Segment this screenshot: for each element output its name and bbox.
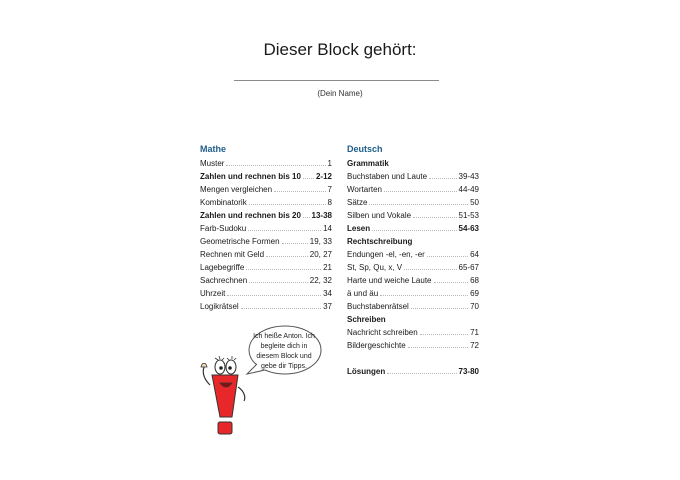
toc-dot-leader — [411, 308, 468, 309]
toc-dot-leader — [282, 243, 308, 244]
toc-entry-page: 73-80 — [458, 367, 479, 376]
toc-dot-leader — [380, 295, 468, 296]
toc-entry — [347, 169, 479, 182]
toc-entry-label: Zahlen und rechnen bis 20 — [200, 211, 301, 220]
toc-entry-label: Farb-Sudoku — [200, 224, 247, 233]
toc-entry — [347, 208, 479, 221]
toc-dot-leader — [303, 178, 314, 179]
toc-entry-label: Nachricht schreiben — [347, 328, 418, 337]
toc-entry-label: Wortarten — [347, 185, 382, 194]
toc-entry-label: Harte und weiche Laute — [347, 276, 432, 285]
toc-dot-leader — [369, 204, 468, 205]
toc-entry-label: Rechnen mit Geld — [200, 250, 265, 259]
toc-entry — [347, 182, 479, 195]
toc-entry-page: 70 — [470, 302, 479, 311]
toc-entry-page: 54-63 — [458, 224, 479, 233]
toc-dot-leader — [274, 191, 326, 192]
toc-entry-page: 20, 27 — [309, 250, 332, 259]
toc-dot-leader — [387, 373, 456, 374]
toc-entry-label: Muster — [200, 159, 225, 168]
toc-entry-page: 51-53 — [458, 211, 479, 220]
toc-subheading — [347, 234, 479, 247]
toc-entry-page: 22, 32 — [309, 276, 332, 285]
toc-dot-leader — [427, 256, 468, 257]
toc-entry — [200, 182, 332, 195]
toc-dot-leader — [384, 191, 457, 192]
toc-entry-label: Bildergeschichte — [347, 341, 406, 350]
toc-entry — [347, 299, 479, 312]
toc-entry-page: 65-67 — [458, 263, 479, 272]
toc-entry — [200, 273, 332, 286]
toc-entry — [347, 338, 479, 351]
toc-dot-leader — [248, 230, 321, 231]
toc-entry-label: Buchstaben und Laute — [347, 172, 428, 181]
toc-entry-page: 39-43 — [458, 172, 479, 181]
toc-subheading-label: Grammatik — [347, 159, 389, 168]
toc-entry-label: Silben und Vokale — [347, 211, 412, 220]
toc-entry-page: 37 — [323, 302, 332, 311]
toc-entry-page: 64 — [470, 250, 479, 259]
toc-dot-leader — [408, 347, 468, 348]
toc-entry-label: Sätze — [347, 198, 368, 207]
toc-mathe — [200, 143, 332, 312]
toc-entry-page: 13-38 — [311, 211, 332, 220]
toc-entry-label: Kombinatorik — [200, 198, 247, 207]
toc-dot-leader — [249, 204, 326, 205]
toc-entry-page: 8 — [327, 198, 332, 207]
toc-entry — [200, 221, 332, 234]
toc-dot-leader — [226, 165, 325, 166]
toc-entry-page: 50 — [470, 198, 479, 207]
toc-entry — [200, 247, 332, 260]
toc-dot-leader — [429, 178, 456, 179]
toc-entry — [347, 260, 479, 273]
name-caption: (Dein Name) — [317, 89, 363, 98]
toc-deutsch — [347, 143, 479, 377]
toc-entry-label: Lagebegriffe — [200, 263, 245, 272]
toc-entry — [347, 325, 479, 338]
toc-entry-page: 1 — [327, 159, 332, 168]
exclamation-mascot-icon — [196, 345, 256, 435]
toc-entry — [200, 234, 332, 247]
toc-entry-label: Endungen -el, -en, -er — [347, 250, 425, 259]
toc-entry-label: Lesen — [347, 224, 371, 233]
toc-entry-page: 21 — [323, 263, 332, 272]
toc-subheading — [347, 312, 479, 325]
toc-entry-label: Buchstabenrätsel — [347, 302, 409, 311]
toc-entry — [347, 273, 479, 286]
toc-entry-page: 2-12 — [315, 172, 332, 181]
toc-entry-label: Mengen vergleichen — [200, 185, 273, 194]
toc-entry-label: Geometrische Formen — [200, 237, 280, 246]
toc-entry — [200, 156, 332, 169]
toc-entry-page: 34 — [323, 289, 332, 298]
toc-entry — [200, 299, 332, 312]
toc-entry-label: Lösungen — [347, 367, 386, 376]
toc-entry-label: ä und äu — [347, 289, 379, 298]
toc-subheading-label: Schreiben — [347, 315, 386, 324]
toc-entry-page: 19, 33 — [309, 237, 332, 246]
toc-entry-label: Logikrätsel — [200, 302, 239, 311]
toc-dot-leader — [420, 334, 468, 335]
toc-entry — [347, 195, 479, 208]
toc-subheading — [347, 156, 479, 169]
toc-entry — [200, 195, 332, 208]
toc-dot-leader — [404, 269, 456, 270]
toc-dot-leader — [266, 256, 308, 257]
toc-entry — [200, 208, 332, 221]
name-line — [234, 80, 439, 81]
toc-entry — [347, 221, 479, 234]
toc-dot-leader — [249, 282, 308, 283]
toc-entry-page: 72 — [470, 341, 479, 350]
toc-entry-label: St, Sp, Qu, x, V — [347, 263, 403, 272]
toc-entry-page: 71 — [470, 328, 479, 337]
toc-dot-leader — [372, 230, 456, 231]
speech-bubble-text: Ich heiße Anton. Ich begleite dich in diesem Block und gebe dir Tipps. — [253, 333, 315, 370]
toc-entry-label: Sachrechnen — [200, 276, 248, 285]
toc-entry — [347, 247, 479, 260]
toc-entry-page: 69 — [470, 289, 479, 298]
toc-entry — [347, 286, 479, 299]
toc-entry-page: 7 — [327, 185, 332, 194]
toc-heading-mathe: Mathe — [200, 144, 227, 154]
toc-dot-leader — [227, 295, 321, 296]
toc-entry-label: Uhrzeit — [200, 289, 226, 298]
toc-subheading-label: Rechtschreibung — [347, 237, 413, 246]
toc-entry — [200, 260, 332, 273]
toc-dot-leader — [241, 308, 321, 309]
toc-entry-label: Zahlen und rechnen bis 10 — [200, 172, 301, 181]
toc-entry-page: 44-49 — [458, 185, 479, 194]
speech-bubble — [245, 324, 323, 380]
toc-entry — [200, 286, 332, 299]
toc-spacer — [347, 351, 479, 364]
toc-entry — [200, 169, 332, 182]
toc-dot-leader — [413, 217, 456, 218]
toc-dot-leader — [246, 269, 321, 270]
toc-dot-leader — [303, 217, 310, 218]
page-title: Dieser Block gehört: — [263, 40, 417, 59]
toc-heading-deutsch: Deutsch — [347, 144, 383, 154]
toc-dot-leader — [434, 282, 469, 283]
toc-entry-page: 68 — [470, 276, 479, 285]
toc-entry-page: 14 — [323, 224, 332, 233]
toc-entry — [347, 364, 479, 377]
